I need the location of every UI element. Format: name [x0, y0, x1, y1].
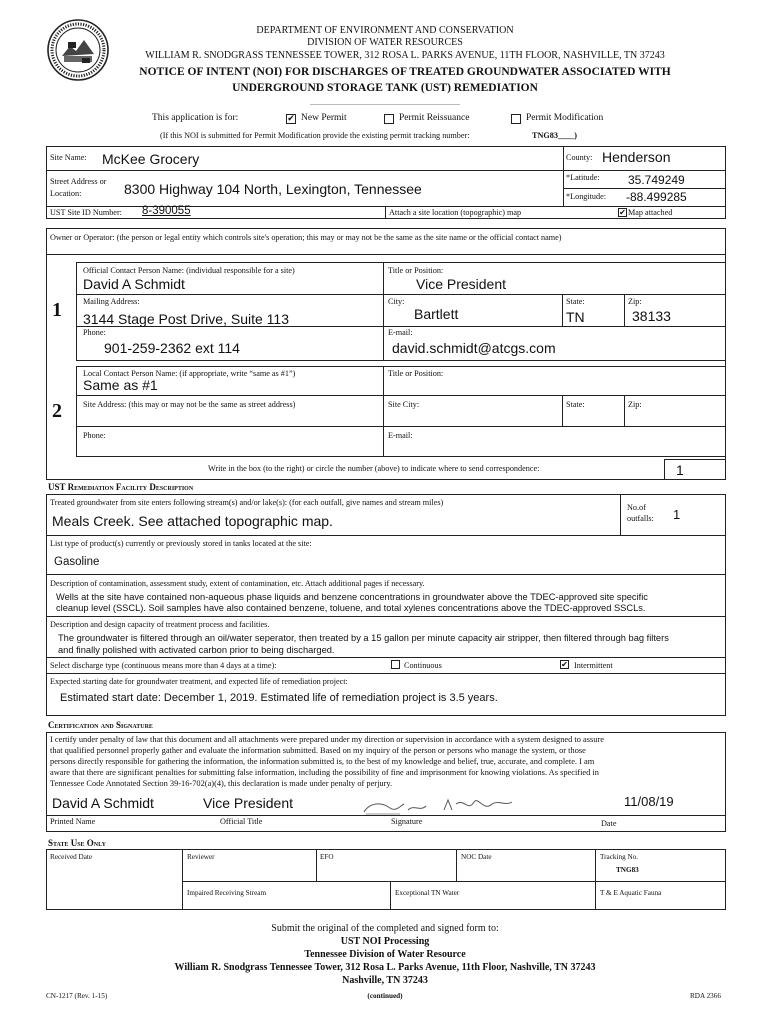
products-value[interactable]: Gasoline — [54, 556, 100, 568]
correspondence-box[interactable] — [664, 459, 726, 480]
official-title-label-cert: Official Title — [220, 817, 263, 826]
phone-value[interactable]: 901-259-2362 ext 114 — [104, 340, 240, 356]
submit-line-4: Nashville, TN 37243 — [342, 975, 428, 986]
email-value[interactable]: david.schmidt@atcgs.com — [392, 340, 556, 356]
exceptional-water-label: Exceptional TN Water — [395, 889, 460, 897]
phone-label: Phone: — [83, 328, 106, 337]
local-phone-label: Phone: — [83, 431, 106, 440]
state-value[interactable]: TN — [566, 309, 585, 325]
header-department: DEPARTMENT OF ENVIRONMENT AND CONSERVATION — [256, 25, 514, 36]
discharge-type-label: Select discharge type (continuous means more than 4 days at a time): — [50, 661, 277, 670]
official-title-value-cert[interactable]: Vice President — [203, 795, 294, 811]
state-label: State: — [566, 297, 585, 306]
city-label: City: — [388, 297, 405, 306]
correspondence-instruction: Write in the box (to the right) or circle the number (above) to indicate where to send correspondence: — [208, 464, 540, 473]
street-label-2: Location: — [50, 189, 82, 198]
certification-line-5: Tennessee Code Annotated Section 39-16-702(a)(4), this declaration is made under penalty of perjury. — [50, 779, 393, 788]
mailing-address-value[interactable]: 3144 Stage Post Drive, Suite 113 — [83, 311, 289, 327]
submit-line-3: William R. Snodgrass Tennessee Tower, 312 Rosa L. Parks Avenue, 11th Floor, Nashville, TN 37243 — [174, 962, 596, 973]
site-name-label: Site Name: — [50, 153, 87, 162]
intermittent-label: Intermittent — [574, 661, 613, 670]
form-id: CN-1217 (Rev. 1-15) — [46, 992, 108, 1000]
state-use-heading: State Use Only — [48, 838, 106, 848]
ust-site-id-label: UST Site ID Number: — [50, 208, 122, 217]
local-zip-label: Zip: — [628, 400, 642, 409]
treatment-line-1[interactable]: The groundwater is filtered through an oil/water seperator, then treated by a 15 gallon per minute capacity air stripper, then filtered through bag filters — [58, 633, 669, 643]
official-contact-label: Official Contact Person Name: (individual responsible for a site) — [83, 266, 295, 275]
header-address: WILLIAM R. SNODGRASS TENNESSEE TOWER, 312 ROSA L. PARKS AVENUE, 11TH FLOOR, NASHVILLE, TN 37243 — [145, 50, 665, 61]
certification-line-1: I certify under penalty of law that this document and all attachments were prepared under my direction or supervision in accordance with a system designed to assure — [50, 735, 604, 744]
submit-line-2: Tennessee Division of Water Resource — [304, 949, 466, 960]
permit-modification-checkbox[interactable] — [511, 114, 521, 124]
outfalls-label-1: No.of — [627, 503, 646, 512]
permit-modification-label: Permit Modification — [526, 113, 604, 123]
printed-name-label: Printed Name — [50, 817, 96, 826]
ust-site-id-value[interactable]: 8-390055 — [142, 205, 191, 217]
county-label: County: — [566, 153, 593, 162]
contamination-line-2[interactable]: cleanup level (SSCL). Soil samples have also contained benzene, toluene, and total xylenes concentrations above the TDEC-approved SSCLs. — [56, 603, 646, 613]
local-contact-label: Local Contact Person Name: (if appropriate, write “same as #1”) — [83, 369, 296, 378]
zip-value[interactable]: 38133 — [632, 308, 671, 324]
noc-date-label: NOC Date — [461, 853, 492, 861]
certification-line-4: aware that there are significant penalties for submitting false information, including the possibility of fine and imprisonment for knowing violations. As specified in — [50, 768, 599, 777]
printed-name-value[interactable]: David A Schmidt — [52, 795, 154, 811]
start-date-value[interactable]: Estimated start date: December 1, 2019. Estimated life of remediation project is 3.5 years. — [60, 692, 498, 704]
reviewer-label: Reviewer — [187, 853, 215, 861]
outfalls-value[interactable]: 1 — [673, 507, 681, 522]
application-prompt: This application is for: — [152, 113, 239, 123]
signature-label: Signature — [391, 817, 423, 826]
correspondence-value: 1 — [676, 462, 684, 478]
receiving-streams-value[interactable]: Meals Creek. See attached topographic map. — [52, 513, 333, 529]
local-site-city-label: Site City: — [388, 400, 420, 409]
contamination-line-1[interactable]: Wells at the site have contained non-aqueous phase liquids and benzene concentrations in groundwater above the TDEC-approved site specific — [56, 592, 648, 602]
form-title-line1: NOTICE OF INTENT (NOI) FOR DISCHARGES OF TREATED GROUNDWATER ASSOCIATED WITH — [139, 66, 671, 78]
county-value[interactable]: Henderson — [602, 149, 671, 165]
continuous-checkbox[interactable] — [391, 660, 400, 669]
local-state-label: State: — [566, 400, 585, 409]
permit-reissuance-checkbox[interactable] — [384, 114, 394, 124]
city-value[interactable]: Bartlett — [414, 306, 459, 322]
modification-note: (If this NOI is submitted for Permit Modification provide the existing permit tracking number: — [160, 131, 470, 140]
new-permit-label: New Permit — [301, 113, 347, 123]
map-attached-checkbox[interactable]: ✔ — [619, 208, 626, 217]
street-value[interactable]: 8300 Highway 104 North, Lexington, Tennessee — [124, 181, 422, 197]
signature-date-value[interactable]: 11/08/19 — [624, 794, 674, 809]
date-label: Date — [601, 819, 617, 828]
header-division: DIVISION OF WATER RESOURCES — [307, 37, 463, 48]
certification-heading: Certification and Signature — [48, 720, 153, 730]
map-attached-label: Map attached — [628, 208, 673, 217]
treatment-label: Description and design capacity of treatment process and facilities. — [50, 620, 270, 629]
local-email-label: E-mail: — [388, 431, 413, 440]
received-date-label: Received Date — [50, 853, 93, 861]
impaired-stream-label: Impaired Receiving Stream — [187, 889, 267, 897]
local-site-address-label: Site Address: (this may or may not be the same as street address) — [83, 400, 296, 409]
latitude-value[interactable]: 35.749249 — [628, 173, 685, 187]
latitude-label: *Latitude: — [566, 173, 600, 182]
submit-instruction: Submit the original of the completed and signed form to: — [271, 923, 499, 934]
te-aquatic-fauna-label: T & E Aquatic Fauna — [600, 889, 662, 897]
official-title-label: Title or Position: — [388, 266, 444, 275]
permit-reissuance-label: Permit Reissuance — [399, 113, 470, 123]
owner-operator-intro: Owner or Operator: (the person or legal entity which controls site's operation; this may or may not be the same as the site name or the official contact name) — [50, 233, 562, 242]
efo-label: EFO — [320, 853, 334, 861]
zip-label: Zip: — [628, 297, 642, 306]
local-title-label: Title or Position: — [388, 369, 444, 378]
rda-number: RDA 2366 — [690, 992, 721, 1000]
submit-line-1: UST NOI Processing — [340, 936, 430, 947]
continued-note: (continued) — [367, 992, 403, 1000]
email-label: E-mail: — [388, 328, 413, 337]
contact-number-1[interactable]: 1 — [52, 299, 62, 321]
new-permit-checkbox[interactable]: ✔ — [287, 114, 295, 124]
contamination-label: Description of contamination, assessment study, extent of contamination, etc. Attach additional pages if necessary. — [50, 579, 425, 588]
official-contact-value[interactable]: David A Schmidt — [83, 276, 185, 292]
site-name-value[interactable]: McKee Grocery — [102, 151, 200, 167]
start-date-label: Expected starting date for groundwater treatment, and expected life of remediation project: — [50, 677, 348, 686]
street-label-1: Street Address or — [50, 177, 107, 186]
longitude-label: *Longitude: — [566, 192, 607, 201]
certification-line-2: that qualified personnel properly gather and evaluate the information submitted. Based on my inquiry of the person or persons who manage the system, or those — [50, 746, 586, 755]
tracking-no-label: Tracking No. — [600, 853, 639, 861]
form-title-line2: UNDERGROUND STORAGE TANK (UST) REMEDIATION — [232, 82, 538, 94]
receiving-streams-label: Treated groundwater from site enters following stream(s) and/or lake(s): (for each outfall, give names and stream miles) — [50, 498, 444, 507]
products-label: List type of product(s) currently or previously stored in tanks located at the site: — [50, 539, 312, 548]
official-title-value[interactable]: Vice President — [416, 276, 507, 292]
mailing-address-label: Mailing Address: — [83, 297, 140, 306]
outfalls-label-2: outfalls: — [627, 514, 654, 523]
tracking-no-value: TNG83 — [616, 866, 639, 874]
contact-number-2[interactable]: 2 — [52, 400, 62, 422]
facility-heading: UST Remediation Facility Description — [48, 482, 194, 492]
continuous-label: Continuous — [404, 661, 442, 670]
treatment-line-2[interactable]: and finally polished with activated carbon prior to being discharged. — [58, 645, 335, 655]
topographic-map-label: Attach a site location (topographic) map — [389, 208, 522, 217]
local-contact-value[interactable]: Same as #1 — [83, 377, 158, 393]
intermittent-checkbox[interactable]: ✔ — [561, 660, 568, 669]
tracking-number: TNG83____) — [532, 131, 578, 140]
certification-line-3: persons directly responsible for gathering the information, the information submitted is, to the best of my knowledge and belief, true, accurate, and complete. I am — [50, 757, 595, 766]
longitude-value[interactable]: -88.499285 — [626, 190, 687, 204]
